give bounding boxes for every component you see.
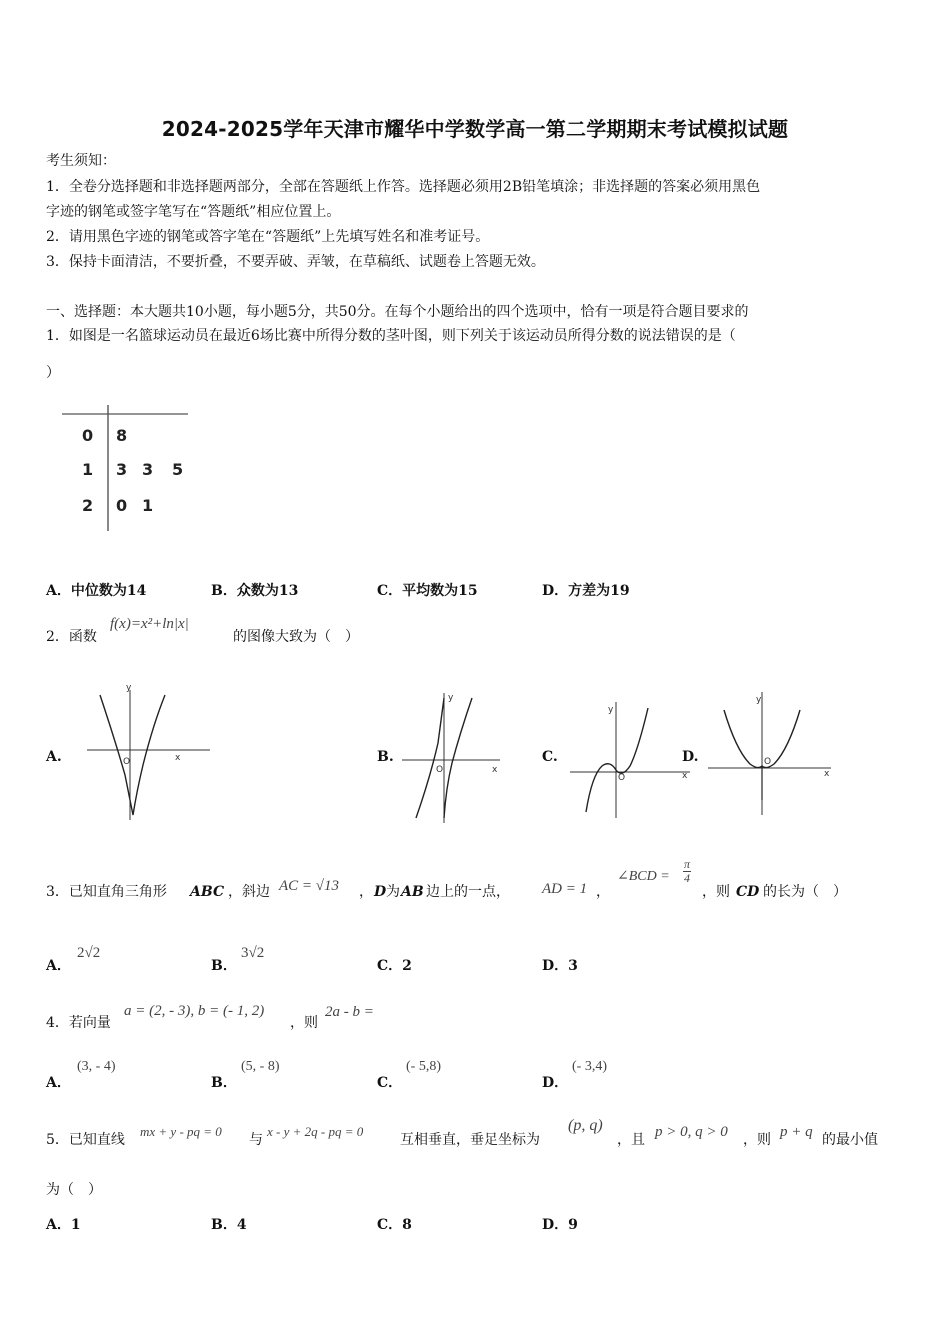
q3-text: 边上的一点，	[426, 884, 510, 900]
q1-option-b[interactable]: B．众数为13	[211, 583, 299, 599]
q5-option-d[interactable]: D．9	[542, 1217, 578, 1233]
svg-text:O: O	[123, 757, 131, 767]
graph-b[interactable]	[400, 688, 505, 828]
side-ab: AB	[401, 884, 424, 900]
leaf: 1	[142, 496, 154, 515]
notice-item-2: 2．请用黑色字迹的钢笔或答字笔在“答题纸”上先填写姓名和准考证号。	[46, 229, 490, 245]
q2-option-d-label[interactable]: D.	[682, 749, 699, 765]
q4-option-a-value[interactable]: (3, - 4)	[77, 1059, 116, 1074]
q4-option-b-label[interactable]: B．	[211, 1075, 237, 1091]
line-1-equation: mx + y - pq = 0	[140, 1124, 222, 1139]
svg-text:x: x	[682, 771, 688, 781]
segment-ad: AD = 1	[542, 881, 588, 897]
question-5-prefix: 5．已知直线	[46, 1132, 125, 1148]
stem-leaf-plot	[58, 403, 193, 533]
q4-option-c-value[interactable]: (- 5,8)	[406, 1059, 441, 1074]
function-formula: f(x)=x²+ln|x|	[110, 616, 189, 632]
question-1-text: 1．如图是一名篮球运动员在最近6场比赛中所得分数的茎叶图，则下列关于该运动员所得分数的说法错误的是（	[46, 328, 736, 344]
stem-2: 2	[82, 496, 94, 515]
leaf: 0	[116, 496, 128, 515]
q3-option-c[interactable]: C．2	[377, 958, 412, 974]
point-d: D	[374, 884, 387, 900]
q3-option-a-label[interactable]: A．	[46, 958, 71, 974]
notice-item-1: 1．全卷分选择题和非选择题两部分，全部在答题纸上作答。选择题必须用2B铅笔填涂；非选择题的答案必须用黑色	[46, 179, 761, 195]
q2-option-b-label[interactable]: B.	[377, 749, 394, 765]
stem-1: 1	[82, 460, 94, 479]
graph-c[interactable]	[568, 700, 693, 820]
segment-cd: CD	[736, 884, 760, 900]
line-2-equation: x - y + 2q - pq = 0	[267, 1124, 364, 1139]
q4-text: ，则	[290, 1015, 318, 1031]
svg-text:O: O	[764, 757, 772, 767]
leaf: 8	[116, 426, 128, 445]
sum-expression: p + q	[780, 1124, 813, 1140]
hypotenuse-ac: AC = √13	[279, 878, 340, 894]
angle-bcd: ∠BCD =	[617, 869, 670, 884]
leaf: 5	[172, 460, 184, 479]
q3-option-b-label[interactable]: B．	[211, 958, 237, 974]
notice-item-1-cont: 字迹的钢笔或签字笔写在“答题纸”相应位置上。	[46, 204, 341, 220]
svg-text:O: O	[618, 773, 626, 783]
svg-text:y: y	[126, 683, 132, 693]
q3-text: ，斜边	[228, 884, 270, 900]
q4-option-b-value[interactable]: (5, - 8)	[241, 1059, 280, 1074]
svg-text:x: x	[175, 753, 181, 763]
question-4-prefix: 4．若向量	[46, 1015, 111, 1031]
triangle-abc: ABC	[190, 884, 225, 900]
question-5-text-cont: 为（ ）	[46, 1182, 102, 1198]
q3-text: ，	[596, 884, 610, 900]
foot-point: (p, q)	[568, 1117, 603, 1134]
leaf: 3	[142, 460, 154, 479]
q3-text: 为	[386, 884, 400, 900]
svg-text:y: y	[756, 695, 762, 705]
notice-heading: 考生须知：	[46, 153, 116, 169]
stem-0: 0	[82, 426, 94, 445]
svg-text:y: y	[448, 693, 454, 703]
leaf: 3	[116, 460, 128, 479]
angle-fraction: $\frac{\pi}{4}$	[684, 857, 691, 885]
question-1-text-cont: ）	[46, 365, 60, 381]
q5-text: 的最小值	[822, 1132, 878, 1148]
q5-text: ，则	[743, 1132, 771, 1148]
q5-text: ，且	[617, 1132, 645, 1148]
graph-a[interactable]	[85, 680, 215, 830]
q3-option-a-value[interactable]: 2√2	[77, 945, 101, 961]
svg-text:y: y	[608, 705, 614, 715]
q3-text: ，则	[702, 884, 730, 900]
question-2-prefix: 2．函数	[46, 629, 97, 645]
vector-expression: 2a - b =	[325, 1004, 374, 1020]
q5-option-b[interactable]: B．4	[211, 1217, 247, 1233]
q1-option-a[interactable]: A．中位数为14	[46, 583, 147, 599]
svg-text:O: O	[436, 765, 444, 775]
svg-text:x: x	[492, 765, 498, 775]
question-2-suffix: 的图像大致为（ ）	[233, 629, 359, 645]
vectors-ab: a = (2, - 3), b = (- 1, 2)	[124, 1003, 265, 1019]
q4-option-d-label[interactable]: D．	[542, 1075, 569, 1091]
q5-text: 与	[249, 1132, 263, 1148]
q4-option-a-label[interactable]: A．	[46, 1075, 71, 1091]
q4-option-c-label[interactable]: C．	[377, 1075, 403, 1091]
q4-option-d-value[interactable]: (- 3,4)	[572, 1059, 607, 1074]
q2-option-a-label[interactable]: A.	[46, 749, 62, 765]
q3-option-b-value[interactable]: 3√2	[241, 945, 265, 961]
q3-text: ，	[359, 884, 373, 900]
q2-option-c-label[interactable]: C.	[542, 749, 558, 765]
section-heading: 一、选择题：本大题共10小题，每小题5分，共50分。在每个小题给出的四个选项中，恰有一项是符合题目要求的	[46, 304, 749, 320]
q5-option-c[interactable]: C．8	[377, 1217, 412, 1233]
page-title: 2024-2025学年天津市耀华中学数学高一第二学期期末考试模拟试题	[161, 117, 789, 141]
q3-text: 的长为（ ）	[763, 884, 847, 900]
question-3-prefix: 3．已知直角三角形	[46, 884, 167, 900]
svg-text:x: x	[824, 769, 830, 779]
q5-option-a[interactable]: A．1	[46, 1217, 81, 1233]
q5-text: 互相垂直，垂足坐标为	[400, 1132, 540, 1148]
graph-d[interactable]	[706, 690, 836, 820]
positivity-condition: p > 0, q > 0	[655, 1124, 728, 1140]
q3-option-d[interactable]: D．3	[542, 958, 578, 974]
notice-item-3: 3．保持卡面清洁，不要折叠，不要弄破、弄皱，在草稿纸、试题卷上答题无效。	[46, 254, 545, 270]
q1-option-c[interactable]: C．平均数为15	[377, 583, 478, 599]
q1-option-d[interactable]: D．方差为19	[542, 583, 630, 599]
